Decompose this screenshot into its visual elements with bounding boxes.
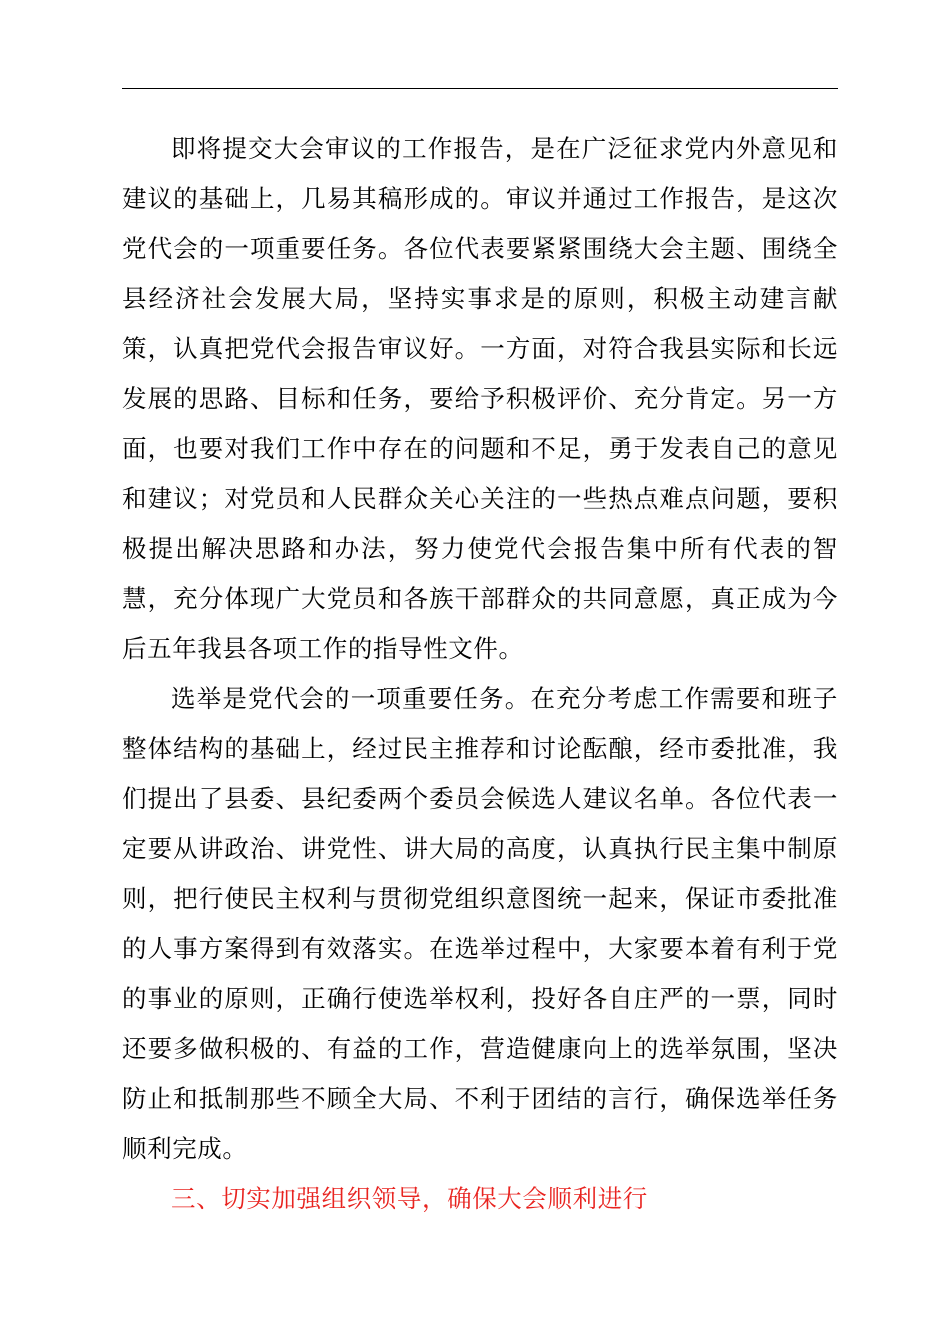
paragraph-election: 选举是党代会的一项重要任务。在充分考虑工作需要和班子整体结构的基础上，经过民主推荐和讨论酝酿，经市委批准，我们提出了县委、县纪委两个委员会候选人建议名单。各位代表一定要从讲政治、讲党性、讲大局的高度，认真执行民主集中制原则，把行使民主权利与贯彻党组织意图统一起来，保证市委批准的人事方案得到有效落实。在选举过程中，大家要本着有利于党的事业的原则，正确行使选举权利，投好各自庄严的一票，同时还要多做积极的、有益的工作，营造健康向上的选举氛围，坚决防止和抵制那些不顾全大局、不利于团结的言行，确保选举任务顺利完成。 — [122, 684, 838, 1163]
paragraph-report-review: 即将提交大会审议的工作报告，是在广泛征求党内外意见和建议的基础上，几易其稿形成的。审议并通过工作报告，是这次党代会的一项重要任务。各位代表要紧紧围绕大会主题、围绕全县经济社会发展大局，坚持实事求是的原则，积极主动建言献策，认真把党代会报告审议好。一方面，对符合我县实际和长远发展的思路、目标和任务，要给予积极评价、充分肯定。另一方面，也要对我们工作中存在的问题和不足，勇于发表自己的意见和建议；对党员和人民群众关心关注的一些热点难点问题，要积极提出解决思路和办法，努力使党代会报告集中所有代表的智慧，充分体现广大党员和各族干部群众的共同意愿，真正成为今后五年我县各项工作的指导性文件。 — [122, 134, 838, 663]
section-heading: 三、切实加强组织领导，确保大会顺利进行 — [171, 1184, 648, 1213]
header-rule — [122, 88, 838, 89]
document-body — [122, 124, 838, 1224]
